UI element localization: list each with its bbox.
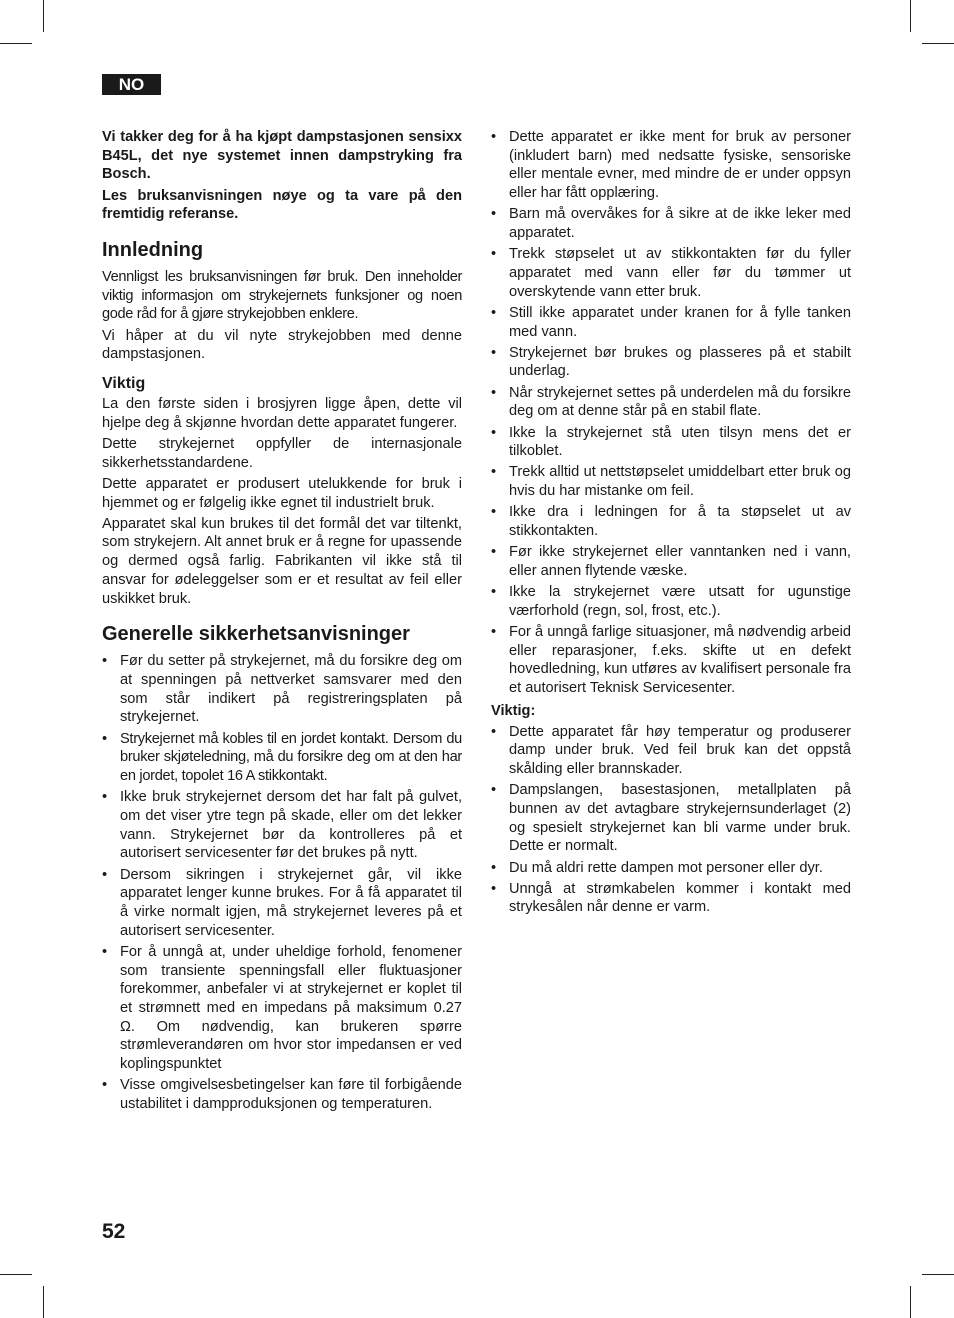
- list-item: • Strykejernet må kobles til en jordet kontakt. Dersom du bruker skjøteledning, må du forsikre deg om at den har en jordet, topolet 16 A stikkontakt.: [102, 730, 462, 786]
- list-item: • Trekk støpselet ut av stikkontakten før du fyller apparatet med vann eller før du tømmer ut overskytende vann etter bruk.: [491, 245, 851, 301]
- crop-mark: [43, 0, 44, 32]
- intro-thanks: Vi takker deg for å ha kjøpt dampstasjonen sensixx B45L, det nye systemet innen dampstryking fra Bosch.: [102, 129, 462, 183]
- crop-mark: [0, 1274, 32, 1275]
- left-column: [102, 128, 462, 1116]
- list-item: • Dette apparatet er ikke ment for bruk av personer (inkludert barn) med nedsatte fysiske, sensoriske eller mentale evner, med mindre de er under oppsyn eller har fått opplæring.: [491, 128, 851, 203]
- paragraph: La den første siden i brosjyren ligge åpen, dette vil hjelpe deg å skjønne hvordan dette apparatet fungerer.: [102, 396, 462, 431]
- paragraph: Vennligst les bruksanvisningen før bruk. Den inneholder viktig informasjon om strykejernets funksjoner og noen gode råd for å gjøre strykejobben enklere.: [102, 269, 462, 323]
- list-item: • Ikke bruk strykejernet dersom det har falt på gulvet, om det viser ytre tegn på skade, eller om det lekker vann. Strykejernet bør da kontrolleres på et autorisert servicesenter før det brukes på nytt.: [102, 788, 462, 863]
- list-item: • For å unngå at, under uheldige forhold, fenomener som transiente spenningsfall eller fluktuasjoner forekommer, anbefaler vi at strykejernet er koplet til et strømnett med en impedans på maksimum 0.27 Ω. Om nødvendig, kan brukeren spørre strømleverandøren om hvor stor impedansen er ved koplingspunktet: [102, 943, 462, 1074]
- list-item: • Visse omgivelsesbetingelser kan føre til forbigående ustabilitet i dampproduksjonen og temperaturen.: [102, 1076, 462, 1113]
- list-item: • Dampslangen, basestasjonen, metallplaten på bunnen av det avtagbare strykejernsunderlaget (2) og spesielt strykejernet kan bli varme under bruk. Dette er normalt.: [491, 781, 851, 856]
- crop-mark: [922, 1274, 954, 1275]
- heading-innledning: Innledning: [102, 239, 204, 262]
- list-item: • Ikke dra i ledningen for å ta støpselet ut av stikkontakten.: [491, 503, 851, 540]
- list-item: • Ikke la strykejernet være utsatt for ugunstige værforhold (regn, sol, frost, etc.).: [491, 583, 851, 620]
- language-tag: NO: [102, 74, 161, 95]
- paragraph: Apparatet skal kun brukes til det formål det var tiltenkt, som strykejern. Alt annet bruk er å regne for upassende og dermed også farlig. Fabrikanten vil ikke stå til ansvar for ødeleggelser som er et resultat av feil eller uskikket bruk.: [102, 515, 462, 607]
- list-item: • Du må aldri rette dampen mot personer eller dyr.: [491, 859, 851, 878]
- crop-mark: [43, 1286, 44, 1318]
- list-item: • Ikke la strykejernet stå uten tilsyn mens det er tilkoblet.: [491, 424, 851, 461]
- crop-mark: [922, 43, 954, 44]
- list-item: • Før ikke strykejernet eller vanntanken ned i vann, eller annen flytende væske.: [491, 543, 851, 580]
- list-item: • Trekk alltid ut nettstøpselet umiddelbart etter bruk og hvis du har mistanke om feil.: [491, 463, 851, 500]
- crop-mark: [910, 1286, 911, 1318]
- intro-read: Les bruksanvisningen nøye og ta vare på den fremtidig referanse.: [102, 187, 462, 223]
- list-item: • Strykejernet bør brukes og plasseres på et stabilt underlag.: [491, 344, 851, 381]
- list-item: • Dersom sikringen i strykejernet går, vil ikke apparatet lenger kunne brukes. For å få apparatet til å virke normalt igjen, må strykejernet leveres på et autorisert servicesenter.: [102, 866, 462, 941]
- safety-list-left: [102, 652, 462, 1113]
- safety-list-right: [491, 128, 851, 698]
- right-column: [491, 128, 851, 920]
- list-item: • Når strykejernet settes på underdelen må du forsikre deg om at denne står på en stabil flate.: [491, 384, 851, 421]
- crop-mark: [910, 0, 911, 32]
- page-number: 52: [102, 1220, 126, 1243]
- list-item: • Før du setter på strykejernet, må du forsikre deg om at spenningen på nettverket samsvarer med den som står indikert på registreringsplaten på strykejernet.: [102, 652, 462, 727]
- list-item: • Unngå at strømkabelen kommer i kontakt med strykesålen når denne er varm.: [491, 880, 851, 917]
- crop-mark: [0, 43, 32, 44]
- list-item: • For å unngå farlige situasjoner, må nødvendig arbeid eller reparasjoner, f.eks. skifte ut en defekt hovedledning, kun utføres av kvalifisert personale fra et autorisert Teknisk Servicesenter.: [491, 623, 851, 698]
- heading-safety: Generelle sikkerhetsanvisninger: [102, 623, 410, 646]
- viktig-list: [491, 723, 851, 918]
- viktig-label: Viktig:: [491, 702, 536, 719]
- paragraph: Vi håper at du vil nyte strykejobben med denne dampstasjonen.: [102, 327, 462, 363]
- list-item: • Barn må overvåkes for å sikre at de ikke leker med apparatet.: [491, 205, 851, 242]
- list-item: • Dette apparatet får høy temperatur og produserer damp under bruk. Ved feil bruk kan det oppstå skålding eller brannskader.: [491, 723, 851, 779]
- heading-viktig: Viktig: [102, 375, 146, 393]
- paragraph: Dette strykejernet oppfyller de internasjonale sikkerhetsstandardene.: [102, 435, 462, 471]
- list-item: • Still ikke apparatet under kranen for å fylle tanken med vann.: [491, 304, 851, 341]
- paragraph: Dette apparatet er produsert utelukkende for bruk i hjemmet og er følgelig ikke egnet til industrielt bruk.: [102, 475, 462, 511]
